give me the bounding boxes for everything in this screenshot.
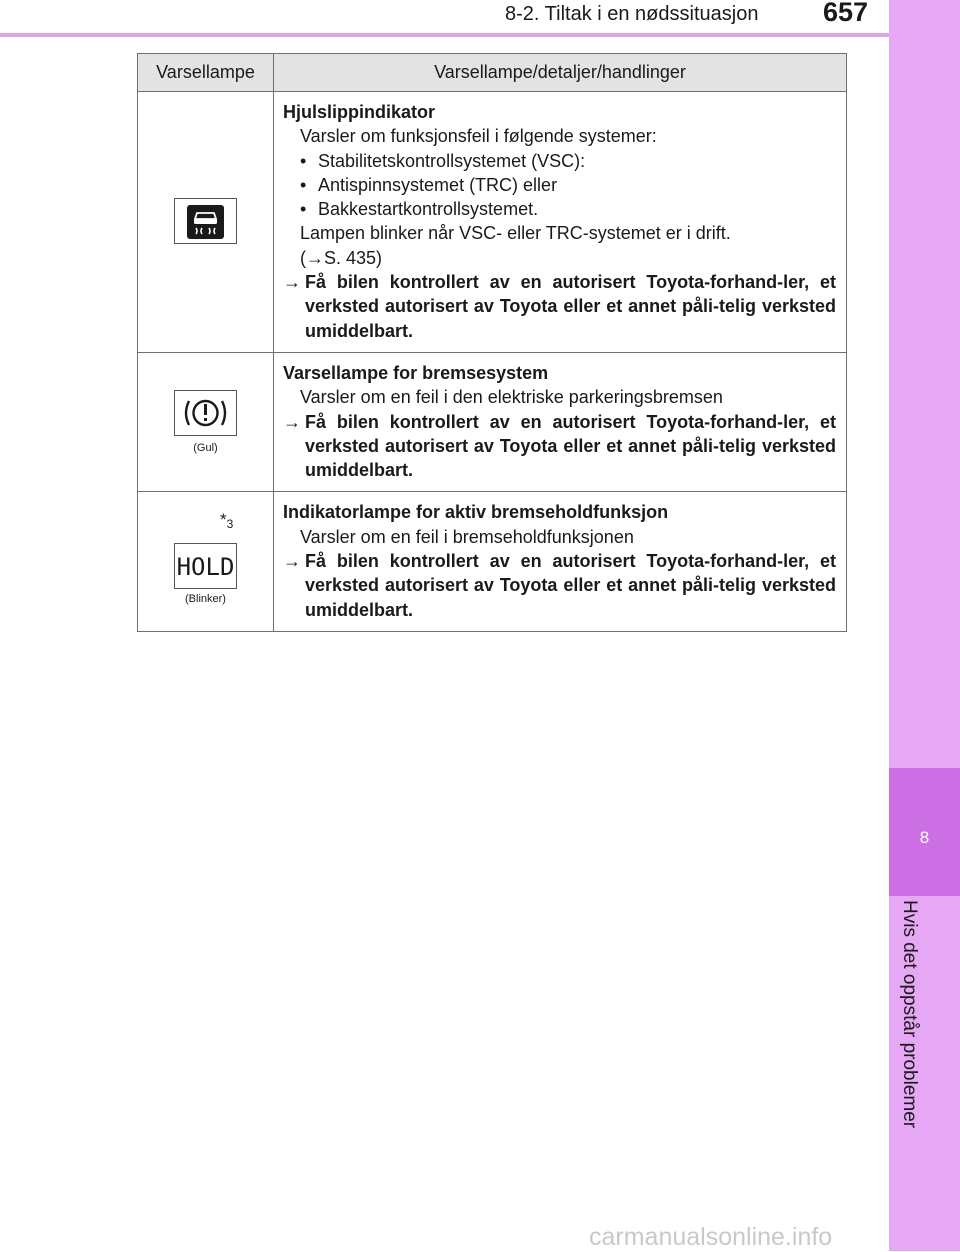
hold-icon-label: HOLD	[176, 553, 235, 582]
lamp-intro: Varsler om en feil i bremseholdfunksjonen	[300, 526, 634, 547]
description-cell	[274, 352, 847, 491]
list-item-text: Stabilitetskontrollsystemet (VSC):	[318, 150, 586, 171]
table-row	[138, 352, 847, 491]
action-text: Få bilen kontrollert av en autorisert Toyota-forhand-ler, et verksted autorisert av Toyota eller et annet påli-telig verksted umiddelbart.	[305, 272, 836, 341]
list-item-text: Bakkestartkontrollsystemet.	[318, 199, 539, 220]
header-rule	[0, 33, 889, 37]
action-instruction	[283, 549, 836, 622]
description-cell	[274, 92, 847, 353]
column-header-details: Varsellampe/detaljer/handlinger	[274, 54, 847, 92]
list-item	[283, 149, 836, 173]
brake-warning-icon	[174, 390, 237, 436]
list-item-text: Antispinnsystemet (TRC) eller	[318, 174, 558, 195]
bullet-mark: •	[300, 174, 307, 195]
icon-cell	[138, 352, 274, 491]
action-text: Få bilen kontrollert av en autorisert Toyota-forhand-ler, et verksted autorisert av Toyota eller et annet påli-telig verksted umiddelbart.	[305, 551, 836, 620]
list-item	[283, 173, 836, 197]
icon-caption: (Blinker)	[185, 593, 226, 606]
bullet-mark: •	[300, 199, 307, 220]
page-number: 657	[823, 0, 869, 27]
icon-caption: (Gul)	[193, 441, 218, 454]
icon-cell	[138, 492, 274, 631]
lamp-title: Varsellampe for bremsesystem	[283, 362, 549, 383]
table-row	[138, 492, 847, 631]
watermark: carmanualsonline.info	[589, 1223, 833, 1251]
page-reference: (→S. 435)	[300, 247, 383, 268]
lamp-title: Indikatorlampe for aktiv bremseholdfunksjon	[283, 502, 669, 523]
skid-indicator-icon	[174, 198, 237, 244]
lamp-intro: Varsler om en feil i den elektriske parkeringsbremsen	[300, 387, 723, 408]
table-header-row	[138, 54, 847, 92]
lamp-intro: Varsler om funksjonsfeil i følgende systemer:	[300, 126, 657, 147]
footnote-number: 3	[226, 517, 234, 532]
warning-lamp-table	[137, 53, 847, 632]
action-instruction	[283, 270, 836, 343]
lamp-note: Lampen blinker når VSC- eller TRC-systemet er i drift.	[300, 223, 731, 244]
chapter-number: 8	[919, 828, 930, 847]
action-instruction	[283, 410, 836, 483]
action-text: Få bilen kontrollert av en autorisert Toyota-forhand-ler, et verksted autorisert av Toyota eller et annet påli-telig verksted umiddelbart.	[305, 411, 836, 481]
arrow-icon: →	[283, 551, 301, 572]
icon-cell	[138, 92, 274, 353]
table-row	[138, 92, 847, 353]
description-cell	[274, 492, 847, 631]
section-title: 8-2. Tiltak i en nødssituasjon	[505, 3, 759, 25]
footnote-marker	[220, 510, 233, 531]
footnote-star: *	[220, 510, 227, 530]
arrow-icon: →	[283, 411, 301, 432]
lamp-title: Hjulslippindikator	[283, 102, 436, 122]
list-item	[283, 197, 836, 221]
hold-icon	[174, 543, 237, 589]
bullet-mark: •	[300, 150, 307, 171]
arrow-icon: →	[283, 272, 301, 293]
chapter-title: Hvis det oppstår problemer	[899, 900, 920, 1129]
column-header-lamp: Varsellampe	[138, 54, 274, 92]
